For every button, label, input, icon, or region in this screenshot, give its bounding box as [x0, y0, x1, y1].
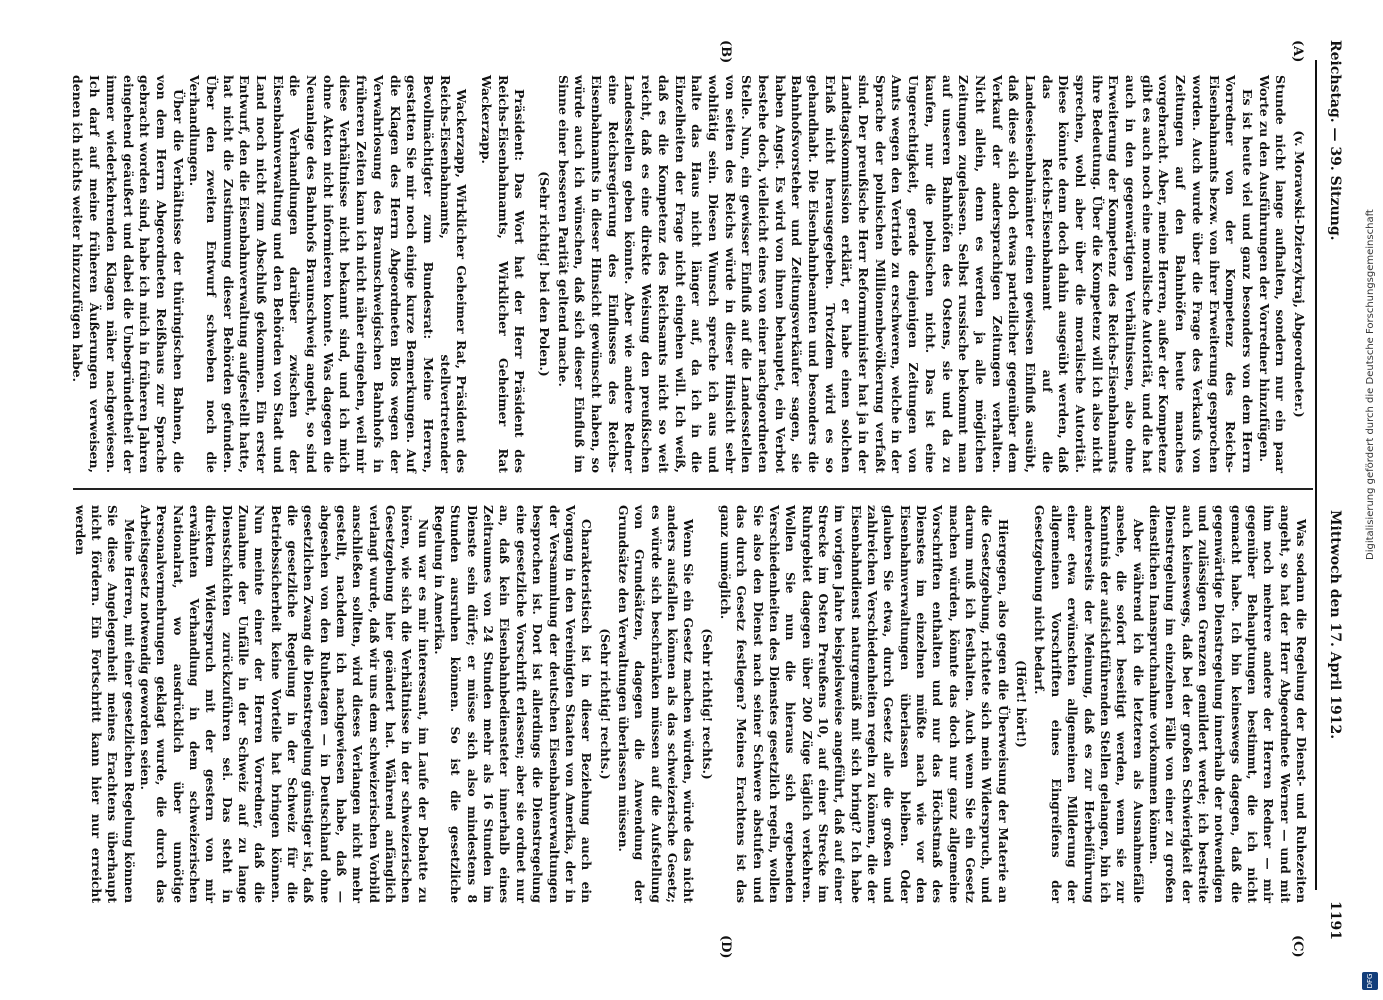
paragraph: Aber während ich die letzteren als Ausnahmefälle ansehe, die sofort beseitigt werden, wenn sie zur Kenntnis der aufsichtführenden Stellen gelangen, bin ich andererseits der Meinung, daß es zur Herbeiführung einer etwa erwünschten allgemeinen Milderung der allgemeinen Vorschriften eines Eingreifens der Gesetzgebung nicht bedarf. [1032, 505, 1146, 903]
right-column [71, 505, 1309, 903]
header-rule [1315, 60, 1317, 890]
header-date: Mittwoch den 17. April 1912. [1327, 510, 1343, 740]
paragraph: Über die Verhältnisse der thüringischen Bahnen, die von dem Herrn Abgeordneten Reißhaus zur Sprache gebracht worden sind, habe ich mich in früheren Jahren eingehend geäußert und dabei die Unbegründetheit der immer wiederkehrenden Klagen näher nachgewiesen. Ich darf auf meine früheren Äußerungen verweisen, denen ich nichts weiter hinzuzufügen habe. [70, 75, 186, 473]
interjection: (Sehr richtig! rechts.) [597, 628, 613, 780]
margin-mark-a: (A) [1290, 40, 1305, 63]
page-number: 1191 [1327, 901, 1343, 940]
paragraph: Nun war es mir interessant, im Laufe der Debatte zu hören, wie sich die Verhältnisse in der schweizerischen Gesetzgebung hier geändert hat. Während anfänglich verlangt wurde, daß wir uns dem schweizerischen Vorbild anschließen sollten, wird dieses Verlangen nicht mehr gestellt, nachdem ich nachgewiesen habe, daß — abgesehen von den Ruhetagen — in Deutschland ohne gesetzlichen Zwang die Dienstregelung günstiger ist, daß die gesetzliche Regelung in der Schweiz für die Betriebssicherheit keine Vorteile hat bringen können. Nun meinte einer der Herren Vorredner, daß die Zunahme der Unfälle in der Schweiz auf zu lange Dienstschichten zurückzuführen sei. Das steht in direktem Widerspruch mit der gestern von mir erwähnten Verhandlung in dem schweizerischen Nationalrat, wo ausdrücklich über unnötige Personalvermehrungen geklagt wurde, die durch das Arbeitsgesetz notwendig geworden seien. [137, 505, 431, 903]
margin-mark-d: (D) [718, 935, 733, 959]
paragraph: Hiergegen, also gegen die Überweisung der Materie an die Gesetzgebung, richtete sich mein Widerspruch, und darum muß ich festhalten. Auch wenn Sie ein Gesetz machen würden, könnte das doch nur ganz allgemeine Vorschriften enthalten und nur das Höchstmaß des Dienstes im einzelnen müßte nach wie vor den Eisenbahnverwaltungen überlassen bleiben. Oder glauben Sie etwa, durch Gesetz alle die großen und zahlreichen Verschiedenheiten regeln zu können, die der Eisenbahndienst naturgemäß mit sich bringt? Ich habe im vorigen Jahre beispielsweise angeführt, daß auf einer Strecke im Osten Preußens 10, auf einer Strecke im Ruhrgebiet dagegen über 200 Züge täglich verkehren. Wollen Sie nun die hieraus sich ergebenden Verschiedenheiten des Dienstes gesetzlich regeln, wollen Sie also den Dienst nach seiner Schwere abstufen und das durch Gesetz festlegen? Meines Erachtens ist das ganz unmöglich. [717, 505, 1011, 903]
page-header [1321, 40, 1343, 960]
column-divider [73, 488, 1313, 490]
speaker-paragraph: Wackerzapp, Wirklicher Geheimer Rat, Präsident des Reichs-Eisenbahnamts, stellvertretender Bevollmächtigter zum Bundesrat: Meine Herren, gestatten Sie mir noch einige kurze Bemerkungen. Auf die Klagen des Herrn Abgeordneten Blos wegen der Verwahrlosung des Braunschweigischen Bahnhofs in früheren Zeiten kann ich nicht näher eingehen, weil mir diese Verhältnisse nicht bekannt sind, und ich mich ohne Akten nicht informieren konnte. Was dagegen die Neuanlage des Bahnhofs Braunschweig angeht, so sind die Verhandlungen darüber zwischen der Eisenbahnverwaltung und den Behörden von Stadt und Land noch nicht zum Abschluß gekommen. Ein erster Entwurf, den die Eisenbahnverwaltung aufgestellt hatte, hat nicht die Zustimmung dieser Behörden gefunden. Über den zweiten Entwurf schweben noch die Verhandlungen. [187, 75, 470, 473]
left-column [69, 75, 1309, 473]
paragraph: Meine Herren, mit einer gesetzlichen Regelung können Sie diese Angelegenheit meines Erachtens überhaupt nicht fördern. Ein Fortschritt kann hier nur erreicht werden [72, 505, 137, 903]
interjection: (Sehr richtig! bei den Polen.) [537, 171, 553, 377]
margin-mark-b: (B) [718, 40, 733, 64]
speaker-attribution: (v. Morawski-Dzierzykraj, Abgeordneter.) [1292, 130, 1307, 418]
digitization-note: Digitalisierung gefördert durch die Deutsche Forschungsgemeinschaft [1365, 209, 1376, 560]
dfg-logo-icon [1362, 972, 1378, 990]
paragraph: Wenn Sie ein Gesetz machen würden, würde das nicht anders ausfallen können als das schweizerische Gesetz; es würde sich beschränken müssen auf die Aufstellung von Grundsätzen, dagegen die Anwendung der Grundsätze den Verwaltungen überlassen müssen. [615, 505, 697, 903]
header-left: Reichstag. — 39. Sitzung. [1327, 40, 1343, 241]
paragraph: Stunde nicht lange aufhalten, sondern nur ein paar Worte zu den Ausführungen der Vorredner hinzufügen. [1256, 75, 1289, 473]
paragraph: Was sodann die Regelung der Dienst- und Ruhezeiten angeht, so hat der Herr Abgeordnete Werner — und mit ihm noch mehrere andere der Herren Redner — mir gegenüber Behauptungen bestimmt, die ich nicht gemacht habe. Ich bin keineswegs dagegen, daß die gegenwärtige Dienstregelung innerhalb der notwendigen und zulässigen Grenzen gemildert werde; ich bestreite auch keineswegs, daß bei der großen Schwierigkeit der Dienstregelung im einzelnen Fälle von einer zu großen dienstlichen Inanspruchnahme vorkommen können. [1146, 505, 1309, 903]
paragraph: Es ist heute viel und ganz besonders von dem Herrn Vorredner von der Kompetenz des Reichs-Eisenbahnamts bezw. von ihrer Erweiterung gesprochen worden. Auch wurde über die Frage des Verkaufs von Zeitungen auf den Bahnhöfen heute manches vorgebracht. Aber, meine Herren, außer der Kompetenz gibt es auch noch eine moralische Autorität, und die hat auch in den gegenwärtigen Verhältnissen, also ohne Erweiterung der Kompetenz des Reichs-Eisenbahnamts ihre Bedeutung. Über die Kompetenz will ich also nicht sprechen, wohl aber über die moralische Autorität. Diese könnte denn doch dahin ausgeübt werden, daß das Reichs-Eisenbahnamt auf die Landeseisenbahnämter einen gewissen Einfluß ausübt, daß diese sich doch etwas parteilicher gegenüber dem Verkauf der andersprachigen Zeitungen verhalten. Nicht allein, denn es werden ja alle möglichen Zeitungen zugelassen. Selbst russische bekommt man auf unseren Bahnhöfen des Ostens, sie und da zu kaufen, nur die polnischen nicht. Das ist eine Ungerechtigkeit, gerade denjenigen Zeitungen von Amts wegen den Vertrieb zu erschweren, welche in der Sprache der polnischen Millionenbevölkerung verfaßt sind. Der preußische Herr Reformminister hat ja in der Landtagskommission erklärt, er habe einen solchen Erlaß nicht herausgegeben. Trotzdem wird es so gehandhabt. Die Eisenbahnbeamten und besonders die Bahnhofsvorsteher und Zeitungsverkäufer sagen, sie haben Angst. Es wird von ihnen behauptet, ein Verbot bestehe doch, vielleicht eines von einer nachgeordneten Stelle. Nun, ein gewisser Einfluß auf die Landesstellen von seiten des Reichs würde in dieser Hinsicht sehr wohltätig sein. Diesen Wunsch spreche ich aus und halte das Haus nicht länger auf, da ich in die Einzelheiten der Frage nicht eingehen will. Ich weiß, daß es die Kompetenz des Reichsamts nicht so weit reicht, daß es eine direkte Weisung den preußischen Landesstellen geben könnte. Aber wie andere Redner eine Reichsregierung des Einflusses des Reichs-Eisenbahnamts in dieser Hinsicht gewünscht haben, so würde auch ich wünschen, daß sich dieser Einfluß im Sinne einer besseren Parität geltend mache. [555, 75, 1255, 473]
dfg-logo-text: DFG [1366, 973, 1374, 989]
president-statement: Präsident: Das Wort hat der Herr Präsident des Reichs-Eisenbahnamts, Wirklicher Geheimer Rat Wackerzapp. [479, 75, 528, 473]
paragraph: Charakteristisch ist in dieser Beziehung auch ein Vorgang in den Vereinigten Staaten von Amerika, der in der Versammlung der deutschen Eisenbahnverwaltungen besprochen ist. Dort ist allerdings die Dienstregelung eine gesetzliche Vorschrift erlassen; aber sie ordnet nur an, daß kein Eisenbahnbediensteter innerhalb eines Zeitraumes von 24 Stunden mehr als 16 Stunden im Dienste sein dürfe; er müsse sich also mindestens 8 Stunden ausruhen können. So ist die gesetzliche Regelung in Amerika. [432, 505, 595, 903]
margin-mark-c: (C) [1290, 935, 1305, 958]
interjection: (Sehr richtig! rechts.) [699, 628, 715, 780]
interjection: (Hört! hört!) [1014, 660, 1030, 748]
